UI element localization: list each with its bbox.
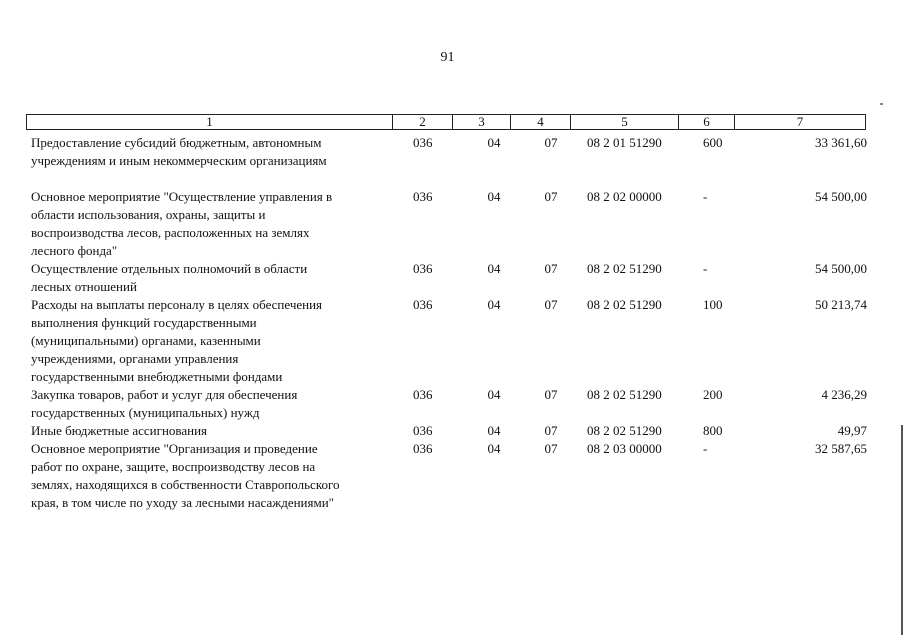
row-name-line: работ по охране, защите, воспроизводству лесов на (31, 459, 316, 474)
header-col-6: 6 (679, 115, 735, 129)
row-name-line: области использования, охраны, защиты и (31, 207, 266, 222)
row-name (31, 188, 393, 260)
row-c6: 600 (703, 135, 723, 150)
row-c5: 08 2 02 51290 (587, 297, 662, 312)
page-number: 91 (440, 50, 455, 65)
row-name-line: землях, находящихся в собственности Ставропольского (31, 477, 340, 492)
row-c6: - (703, 261, 708, 276)
row-c6: 100 (703, 297, 723, 312)
header-col-4: 4 (511, 115, 571, 129)
row-name-line: выполнения функций государственными (31, 315, 257, 330)
row-name (31, 422, 393, 440)
table-header (26, 114, 866, 130)
row-c4: 07 (544, 423, 558, 438)
table-row (31, 422, 867, 440)
row-c5: 08 2 02 51290 (587, 261, 662, 276)
row-name-line: лесного фонда" (31, 243, 118, 258)
row-name-line: государственных (муниципальных) нужд (31, 405, 260, 420)
row-name (31, 440, 393, 512)
row-c3: 04 (487, 387, 501, 402)
row-c4: 07 (544, 261, 558, 276)
row-c2: 036 (413, 189, 433, 204)
row-c6: 200 (703, 387, 723, 402)
table-row (31, 440, 867, 512)
row-name-line: Предоставление субсидий бюджетным, автономным (31, 135, 322, 150)
row-name-line: Основное мероприятие "Осуществление управления в (31, 189, 333, 204)
row-c3: 04 (487, 135, 501, 150)
row-c7: 4 236,29 (821, 387, 867, 402)
row-name-line: Основное мероприятие "Организация и проведение (31, 441, 318, 456)
row-c5: 08 2 03 00000 (587, 441, 662, 456)
row-name-line: учреждениями, органами управления (31, 351, 239, 366)
header-col-5: 5 (571, 115, 679, 129)
row-name-line: Осуществление отдельных полномочий в области (31, 261, 308, 276)
row-c2: 036 (413, 297, 433, 312)
row-c7: 49,97 (837, 423, 867, 438)
row-c4: 07 (544, 441, 558, 456)
row-c6: - (703, 189, 708, 204)
row-c2: 036 (413, 135, 433, 150)
table-row (31, 296, 867, 386)
header-col-1: 1 (27, 115, 393, 129)
row-name (31, 260, 393, 296)
header-col-7: 7 (796, 114, 804, 129)
row-name-line: государственными внебюджетными фондами (31, 369, 283, 384)
table-body (31, 134, 867, 512)
row-c3: 04 (487, 441, 501, 456)
row-c7: 54 500,00 (815, 189, 867, 204)
row-name-line: Иные бюджетные ассигнования (31, 423, 208, 438)
row-c3: 04 (487, 189, 501, 204)
row-c5: 08 2 02 00000 (587, 189, 662, 204)
table-row (31, 134, 867, 170)
row-c5: 08 2 02 51290 (587, 387, 662, 402)
row-name-line: края, в том числе по уходу за лесными насаждениями" (31, 495, 334, 510)
table-row (31, 386, 867, 422)
row-c2: 036 (413, 441, 433, 456)
row-c4: 07 (544, 189, 558, 204)
row-c3: 04 (487, 261, 501, 276)
row-c4: 07 (544, 135, 558, 150)
row-c5: 08 2 01 51290 (587, 135, 662, 150)
row-c7: 50 213,74 (815, 297, 867, 312)
row-c6: - (703, 441, 708, 456)
row-name-line: учреждениям и иным некоммерческим организациям (31, 153, 327, 168)
row-name (31, 134, 393, 170)
row-c7: 33 361,60 (815, 135, 867, 150)
scan-artifact (880, 103, 883, 105)
row-c2: 036 (413, 423, 433, 438)
row-c3: 04 (487, 423, 501, 438)
row-c4: 07 (544, 387, 558, 402)
header-col-3: 3 (453, 115, 511, 129)
row-c2: 036 (413, 387, 433, 402)
row-name-line: воспроизводства лесов, расположенных на землях (31, 225, 310, 240)
row-c4: 07 (544, 297, 558, 312)
row-name (31, 296, 393, 386)
scan-edge-line (901, 425, 903, 635)
row-name-line: Закупка товаров, работ и услуг для обеспечения (31, 387, 298, 402)
table-row (31, 260, 867, 296)
row-c7: 54 500,00 (815, 261, 867, 276)
table-row (31, 188, 867, 260)
row-c5: 08 2 02 51290 (587, 423, 662, 438)
row-name-line: лесных отношений (31, 279, 137, 294)
row-name-line: (муниципальными) органами, казенными (31, 333, 261, 348)
header-col-2: 2 (393, 115, 453, 129)
row-name-line: Расходы на выплаты персоналу в целях обеспечения (31, 297, 323, 312)
row-name (31, 386, 393, 422)
row-c7: 32 587,65 (815, 441, 867, 456)
row-c2: 036 (413, 261, 433, 276)
row-c6: 800 (703, 423, 723, 438)
row-c3: 04 (487, 297, 501, 312)
